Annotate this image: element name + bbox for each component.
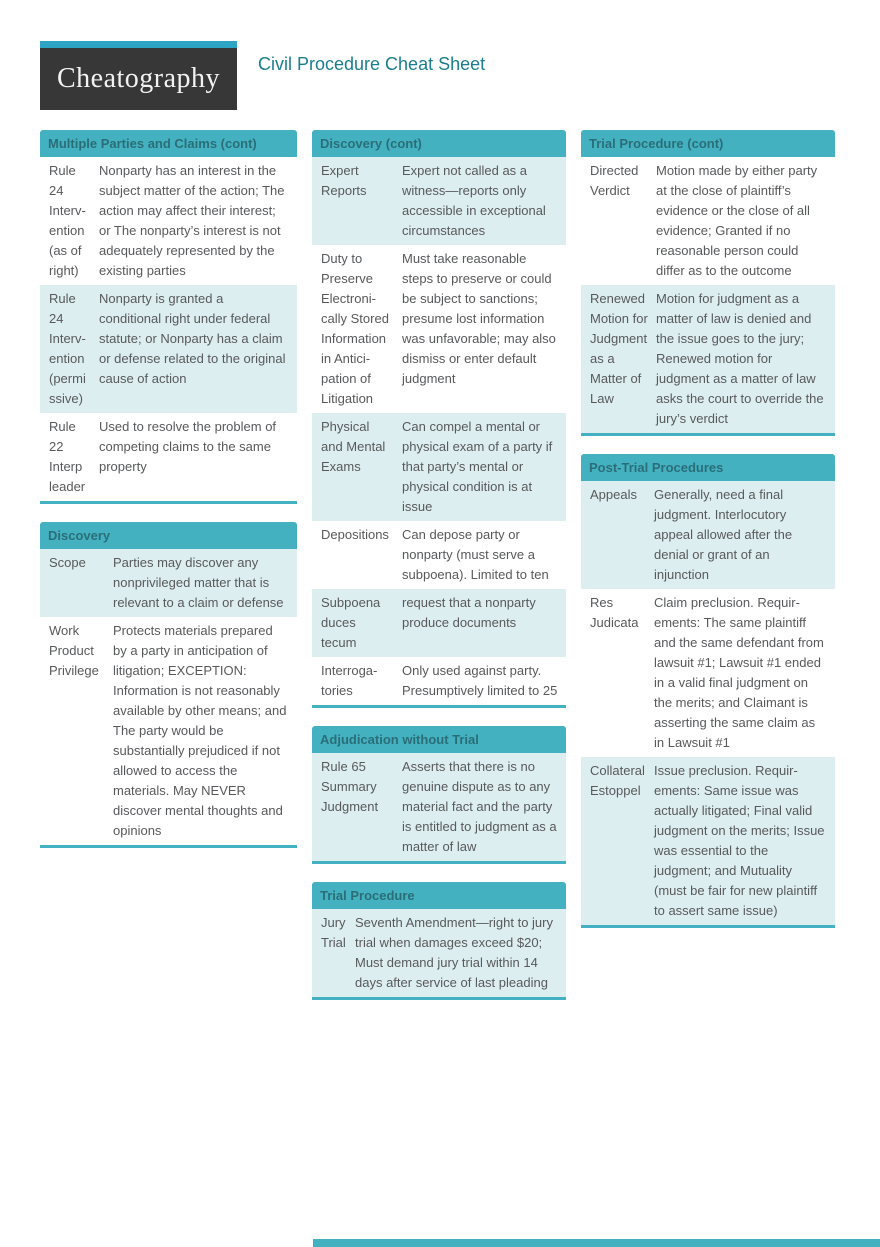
table-row — [312, 657, 566, 705]
section-header: Discovery (cont) — [312, 130, 566, 157]
page-break-bar — [313, 1239, 880, 1247]
table-row — [581, 285, 835, 433]
term-cell: Renewed Motion for Judgment as a Matter of Law — [590, 291, 648, 406]
term-cell: Collateral Estoppel — [590, 763, 645, 798]
term-cell: Scope — [49, 555, 86, 570]
definition-cell: Generally, need a final judgment. Interlocutory appeal allowed after the denial or grant of an injunction — [654, 487, 793, 582]
section-header: Post-Trial Procedures — [581, 454, 835, 481]
table-row — [312, 521, 566, 589]
table-row — [581, 481, 835, 589]
term-cell: Appeals — [590, 487, 637, 502]
table-row — [312, 413, 566, 521]
definition-cell: Nonparty has an interest in the subject matter of the action; The action may affect their interest; or The nonparty’s interest is not adequately represented by the existing parties — [99, 163, 285, 278]
term-cell: Jury Trial — [321, 915, 346, 950]
cheatography-logo[interactable] — [40, 41, 237, 110]
term-cell: Work Product Privilege — [49, 623, 99, 678]
definition-cell: Protects materials prepared by a party in anticipation of litigation; EXCEPTION: Information is not reasonably available by other means; and The party would be substantially prejudiced if not allowed to access the materials. May NEVER discover mental thoughts and opinions — [113, 623, 287, 838]
table-row — [312, 245, 566, 413]
content-columns — [40, 130, 836, 1018]
definition-cell: Parties may discover any nonprivileged matter that is relevant to a claim or defense — [113, 555, 284, 610]
section-header: Trial Procedure — [312, 882, 566, 909]
section-header: Multiple Parties and Claims (cont) — [40, 130, 297, 157]
term-cell: Rule 24 Interv-ention (as of right) — [49, 163, 86, 278]
definition-cell: Issue preclusion. Requir-ements: Same issue was actually litigated; Final valid judgment on the merits; Issue was essential to the judgment; and Mutuality (must be fair for new plaintiff to assert same issue) — [654, 763, 825, 918]
term-cell: Subpoena duces tecum — [321, 595, 381, 650]
definition-cell: Can compel a mental or physical exam of a party if that party’s mental or physical condition is at issue — [402, 419, 553, 514]
definition-cell: Nonparty is granted a conditional right under federal statute; or Nonparty has a claim or defense related to the original cause of action — [99, 291, 286, 386]
definition-cell: request that a nonparty produce documents — [402, 595, 536, 630]
table-row — [40, 549, 297, 617]
section-header: Discovery — [40, 522, 297, 549]
section-multiple-parties-and-claims-cont — [40, 130, 297, 504]
column-2 — [312, 130, 566, 1018]
section-trial-procedure — [312, 882, 566, 1000]
definition-cell: Expert not called as a witness—reports only accessible in exceptional circumstances — [402, 163, 546, 238]
definition-cell: Claim preclusion. Requir-ements: The same plaintiff and the same defendant from lawsuit #1; Lawsuit #1 ended in a valid final judgment on the merits; and Claimant is asserting the same claim as in Lawsuit #1 — [654, 595, 824, 750]
definition-cell: Used to resolve the problem of competing claims to the same property — [99, 419, 277, 474]
section-header: Adjudication without Trial — [312, 726, 566, 753]
definition-cell: Asserts that there is no genuine dispute as to any material fact and the party is entitled to judgment as a matter of law — [402, 759, 557, 854]
definition-cell: Motion made by either party at the close of plaintiff’s evidence or the close of all evidence; Granted if no reasonable person could differ as to the outcome — [656, 163, 818, 278]
table-row — [581, 589, 835, 757]
column-1 — [40, 130, 297, 866]
table-row — [312, 753, 566, 861]
table-row — [40, 617, 297, 845]
table-row — [312, 909, 566, 997]
term-cell: Rule 65 Summary Judgment — [321, 759, 379, 814]
table-row — [312, 589, 566, 657]
table-row — [581, 757, 835, 925]
table-row — [312, 157, 566, 245]
term-cell: Expert Reports — [321, 163, 367, 198]
term-cell: Depositions — [321, 527, 389, 542]
term-cell: Res Judicata — [590, 595, 639, 630]
page-title: Civil Procedure Cheat Sheet — [258, 54, 486, 74]
table-row — [40, 413, 297, 501]
definition-cell: Seventh Amendment—right to jury trial when damages exceed $20; Must demand jury trial within 14 days after service of last pleading — [355, 915, 553, 990]
table-row — [40, 157, 297, 285]
section-trial-procedure-cont — [581, 130, 835, 436]
definition-cell: Only used against party. Presumptively limited to 25 — [402, 663, 558, 698]
definition-cell: Can depose party or nonparty (must serve a subpoena). Limited to ten — [402, 527, 549, 582]
column-3 — [581, 130, 835, 946]
logo-text: Cheatography — [56, 63, 221, 94]
term-cell: Duty to Preserve Electroni-cally Stored Information in Antici-pation of Litigation — [321, 251, 389, 406]
section-discovery — [40, 522, 297, 848]
section-adjudication-without-trial — [312, 726, 566, 864]
term-cell: Interroga-tories — [321, 663, 378, 698]
table-row — [581, 157, 835, 285]
term-cell: Rule 22 Interp leader — [49, 419, 86, 494]
term-cell: Rule 24 Interv-ention (permi ssive) — [49, 291, 86, 406]
definition-cell: Must take reasonable steps to preserve or could be subject to sanctions; presume lost information was unfavorable; may also dismiss or enter default judgment — [402, 251, 556, 386]
section-post-trial-procedures — [581, 454, 835, 928]
table-row — [40, 285, 297, 413]
section-header: Trial Procedure (cont) — [581, 130, 835, 157]
definition-cell: Motion for judgment as a matter of law is denied and the issue goes to the jury; Renewed motion for judgment as a matter of law asks the court to override the jury’s verdict — [656, 291, 824, 426]
term-cell: Directed Verdict — [590, 163, 639, 198]
term-cell: Physical and Mental Exams — [321, 419, 386, 474]
section-discovery-cont — [312, 130, 566, 708]
